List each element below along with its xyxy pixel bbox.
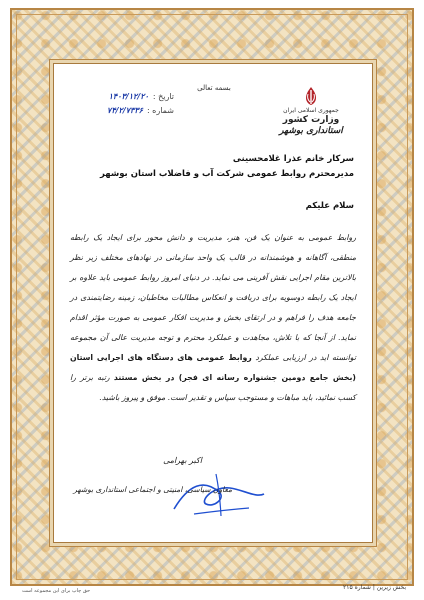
- bismillah: بسمه تعالی: [197, 84, 231, 92]
- date-row: [66, 90, 174, 104]
- signer-title: معاون سیاسی، امنیتی و اجتماعی استانداری بوشهر: [73, 485, 232, 494]
- addressee-title: مدیرمحترم روابط عمومی شرکت آب و فاضلاب استان بوشهر: [99, 169, 354, 179]
- ministry-label: وزارت کشور: [282, 115, 340, 125]
- addressee: [74, 152, 354, 182]
- signer-name: اکبر بهرامی: [163, 456, 202, 465]
- letter-page: [53, 63, 373, 543]
- body-paragraph-2: از آنجا که با تلاش، مجاهدت و عملکرد محترم و توجه مدیریت عالی آن مجموعه توانسته اید در ارزیابی عملکرد: [70, 333, 356, 362]
- office-label: استانداری بوشهر: [279, 126, 343, 136]
- iran-emblem-icon: [300, 85, 322, 107]
- letter-body: [70, 228, 356, 408]
- date-value: ۱۴۰۳/۱۲/۲۰: [108, 92, 149, 101]
- footer-note: حق چاپ برای این مجموعه است: [22, 588, 91, 594]
- letterhead: [274, 85, 348, 137]
- body-paragraph-1: روابط عمومی به عنوان یک فن، هنر، مدیریت و دانش محور برای ایجاد یک رابطه منطقی، آگاهانه و هوشمندانه در قالب یک واحد سازمانی در نهادهای مختلف زیر نظر بالاترین مقام اجرایی نقش آفرینی می نماید. در دنیای امروز روابط عمومی باید علاوه بر ایجاد یک رابطه دوسویه برای دریافت و انعکاس مطالبات مخاطبان، زمینه رضایتمندی در جامعه هدف را فراهم و در ارتقای بخش و مدیریت افکار عمومی به صورت مؤثر اقدام نماید.: [70, 233, 356, 342]
- republic-label: جمهوری اسلامی ایران: [283, 107, 339, 114]
- letter-meta: [66, 90, 174, 118]
- number-row: [66, 104, 174, 118]
- greeting: سلام علیکم: [305, 201, 354, 211]
- body-paragraph-3: رتبه برتر را کسب نمائید، باید مباهات و مستوجب سپاس و تقدیر است. موفق و پیروز باشید.: [70, 373, 356, 402]
- number-value: ۷۴/۲/۷۳۳۶: [107, 106, 143, 115]
- number-label: شماره :: [146, 106, 174, 115]
- addressee-name: سرکار خانم عذرا غلامحسینی: [232, 154, 354, 164]
- date-label: تاریخ :: [152, 92, 174, 101]
- footer-issue: بخش زیرین | شماره ۲۱۵: [343, 584, 406, 591]
- body-paragraph-2-bold: روابط عمومی های دستگاه های اجرایی استان (بخش جامع دومین جشنواره رسانه ای فجر) در بخش مستند: [70, 353, 356, 382]
